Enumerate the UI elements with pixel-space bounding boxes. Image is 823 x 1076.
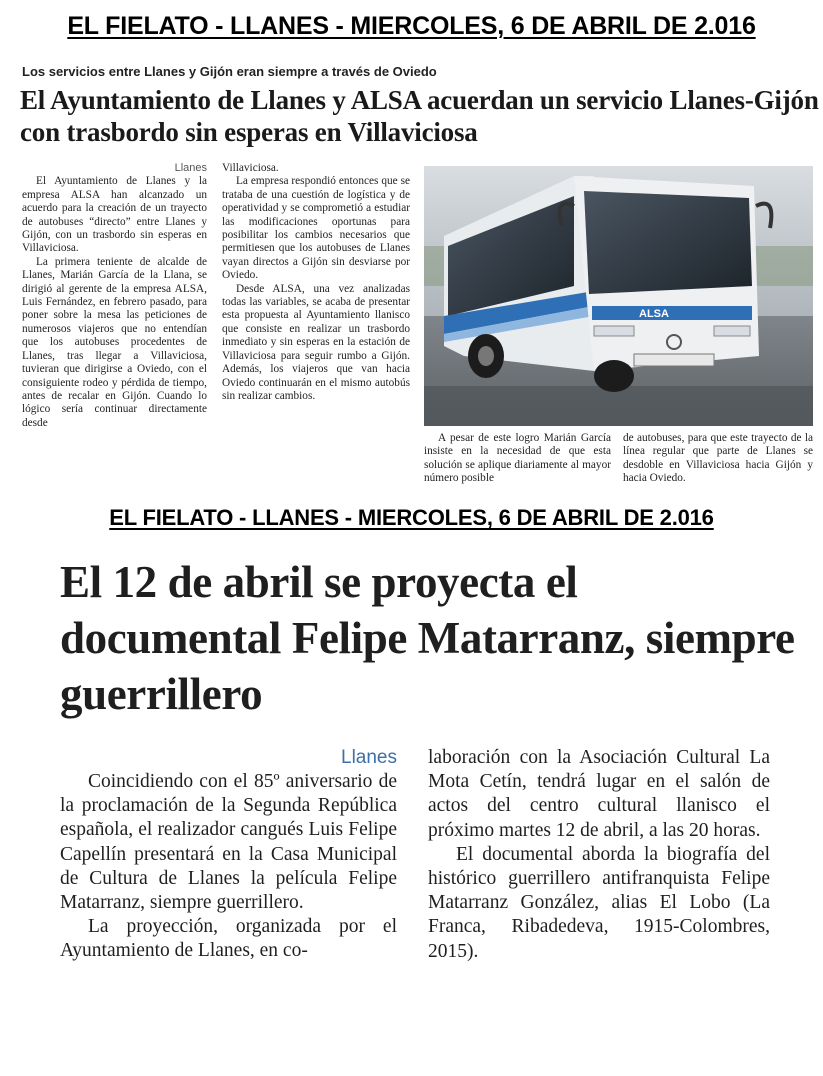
photo-caption-right [623, 432, 813, 486]
article-headline-alsa: El Ayuntamiento de Llanes y ALSA acuerdan un servicio Llanes-Gijón con trasbordo sin esperas en Villaviciosa [20, 85, 819, 147]
photo-caption-left [424, 432, 611, 486]
article2-byline: Llanes [341, 747, 397, 768]
article2-paragraph: Coincidiendo con el 85º aniversario de la proclamación de la Segunda República española, el realizador cangués Luis Felipe Capellín presentará en la Casa Municipal de Cultura de Llanes la película Felipe Matarranz, siempre guerrillero. [60, 771, 397, 914]
article-paragraph: Desde ALSA, una vez analizadas todas las variables, se acaba de presentar esta propuesta al Ayuntamiento llanisco que consiste en realizar un trasbordo inmediato y sin esperas en la estación de Villaviciosa para seguir rumbo a Gijón. Además, los viajeros que van hacia Oviedo continuarán en el mismo autobús sin realizar cambios. [222, 282, 410, 402]
newspaper-banner-top: EL FIELATO - LLANES - MIERCOLES, 6 DE ABRIL DE 2.016 [67, 12, 756, 40]
article-paragraph: La primera teniente de alcalde de Llanes, Marián García de la Llana, se dirigió al gerente de la empresa ALSA, Luis Fernández, en febrero pasado, para poner sobre la mesa las peticiones de numerosos viajeros que no entendían que los autobuses procedentes de Llanes, tras llegar a Villaviciosa, tuvieran que dirigirse a Oviedo, con el consiguiente rodeo y pérdida de tiempo, antes de recalar en Gijón. Cuando lo lógico sería continuar directamente desde [22, 255, 207, 429]
bus-photo [424, 166, 813, 426]
article-byline: Llanes [174, 162, 207, 174]
caption-paragraph: A pesar de este logro Marián García insiste en la necesidad de que esta solución se aplique diariamente al mayor número posible [424, 432, 611, 485]
article-paragraph-continued: Villaviciosa. [222, 162, 279, 174]
bus-brand-label: ALSA [639, 308, 669, 320]
article-column-1 [22, 162, 207, 430]
article-paragraph: La empresa respondió entonces que se trataba de una cuestión de logística y de operatividad y se comprometió a estudiar las modificaciones oportunas para posibilitar los cambios necesarios que permitiesen que los autobuses de Llanes vayan directos a Gijón sin desviarse por Oviedo. [222, 175, 410, 282]
article2-paragraph: El documental aborda la biografía del histórico guerrillero antifranquista Felipe Matarranz González, alias El Lobo (La Franca, Ribadedeva, 1915-Colombres, 2015). [428, 843, 770, 962]
article-paragraph: El Ayuntamiento de Llanes y la empresa ALSA han alcanzado un acuerdo para la creación de un trayecto de autobuses “directo” entre Llanes y Gijón, con un trasbordo sin esperas en Villaviciosa. [22, 175, 207, 255]
article2-paragraph-continued: laboración con la Asociación Cultural La Mota Cetín, tendrá lugar en el salón de actos del centro cultural llanisco el próximo martes 12 de abril, a las 20 horas. [428, 747, 770, 841]
article2-column-2 [428, 746, 770, 964]
article2-paragraph: La proyección, organizada por el Ayuntamiento de Llanes, en co- [60, 916, 397, 962]
bus-illustration [424, 166, 813, 426]
article-column-2 [222, 162, 410, 403]
article2-column-1 [60, 746, 397, 964]
article-kicker: Los servicios entre Llanes y Gijón eran siempre a través de Oviedo [22, 64, 437, 79]
article-headline-documental: El 12 de abril se proyecta el documental Felipe Matarranz, siempre guerrillero [60, 557, 795, 719]
caption-paragraph-continued: de autobuses, para que este trayecto de la línea regular que parte de Llanes se desdoble en Villaviciosa hacia Gijón y hacia Oviedo. [623, 432, 813, 485]
newspaper-banner-bottom: EL FIELATO - LLANES - MIERCOLES, 6 DE ABRIL DE 2.016 [109, 505, 714, 530]
